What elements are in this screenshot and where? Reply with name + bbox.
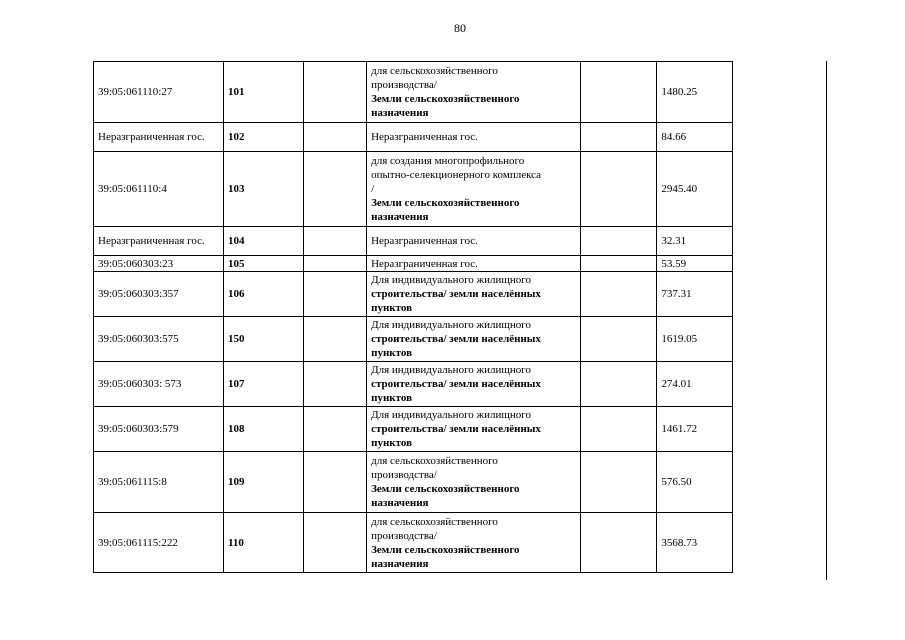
- land-category-line: пунктов: [371, 347, 413, 359]
- purpose-text-line: производства/: [371, 469, 437, 481]
- land-purpose-cell: [367, 152, 581, 227]
- cadastral-number-cell: 39:05:061115:222: [94, 513, 224, 573]
- cadastral-number-cell: 39:05:061110:4: [94, 152, 224, 227]
- cadastral-number-cell: 39:05:060303:357: [94, 272, 224, 317]
- area-cell: 53.59: [657, 256, 733, 272]
- purpose-text-line: /: [371, 183, 375, 195]
- purpose-text-line: для сельскохозяйственного: [371, 65, 498, 77]
- page-right-rule: [826, 61, 827, 580]
- area-cell: 2945.40: [657, 152, 733, 227]
- empty-cell: [580, 123, 657, 152]
- empty-cell: [303, 227, 366, 256]
- area-cell: 32.31: [657, 227, 733, 256]
- cadastral-number-cell: 39:05:060303:23: [94, 256, 224, 272]
- purpose-text-line: Для индивидуального жилищного: [371, 274, 532, 286]
- purpose-text-line: Для индивидуального жилищного: [371, 319, 532, 331]
- land-category-line: пунктов: [371, 392, 413, 404]
- land-category-line: пунктов: [371, 437, 413, 449]
- plot-number-cell: 107: [224, 362, 304, 407]
- land-purpose-cell: [367, 362, 581, 407]
- purpose-text-line: Для индивидуального жилищного: [371, 409, 532, 421]
- empty-cell: [580, 407, 657, 452]
- plot-number-cell: 109: [224, 452, 304, 513]
- empty-cell: [580, 362, 657, 407]
- empty-cell: [303, 407, 366, 452]
- table-row: [94, 152, 733, 227]
- plot-number-cell: 106: [224, 272, 304, 317]
- empty-cell: [580, 513, 657, 573]
- cadastral-number-cell: Неразграниченная гос.: [94, 227, 224, 256]
- empty-cell: [580, 62, 657, 123]
- land-category-line: строительства/ земли населённых: [371, 423, 541, 435]
- page-number: 80: [454, 21, 466, 35]
- purpose-text-line: Неразграниченная гос.: [371, 257, 478, 270]
- purpose-text-line: производства/: [371, 529, 437, 542]
- cadastral-number-cell: 39:05:060303:579: [94, 407, 224, 452]
- purpose-text-line: Для индивидуального жилищного: [371, 364, 532, 376]
- empty-cell: [303, 452, 366, 513]
- table-body: [94, 62, 733, 573]
- empty-cell: [303, 513, 366, 573]
- plot-number-cell: 108: [224, 407, 304, 452]
- land-category-line: Земли сельскохозяйственного: [371, 93, 520, 105]
- cadastral-number-cell: 39:05:060303:575: [94, 317, 224, 362]
- purpose-text-line: для сельскохозяйственного: [371, 455, 498, 467]
- empty-cell: [303, 317, 366, 362]
- table-row: [94, 362, 733, 407]
- empty-cell: [303, 272, 366, 317]
- area-cell: 3568.73: [657, 513, 733, 573]
- land-purpose-cell: [367, 513, 581, 573]
- land-category-line: назначения: [371, 497, 429, 509]
- purpose-text-line: производства/: [371, 79, 437, 91]
- empty-cell: [580, 272, 657, 317]
- area-cell: 576.50: [657, 452, 733, 513]
- table-row: [94, 227, 733, 256]
- empty-cell: [580, 256, 657, 272]
- cadastral-number-cell: 39:05:060303: 573: [94, 362, 224, 407]
- land-category-line: строительства/ земли населённых: [371, 333, 541, 345]
- land-category-line: пунктов: [371, 302, 413, 314]
- table-row: [94, 272, 733, 317]
- area-cell: 84.66: [657, 123, 733, 152]
- purpose-text-line: опытно-селекционерного комплекса: [371, 169, 542, 181]
- land-purpose-cell: [367, 256, 581, 272]
- table-row: [94, 256, 733, 272]
- area-cell: 1619.05: [657, 317, 733, 362]
- land-category-line: строительства/ земли населённых: [371, 288, 541, 300]
- land-category-line: Земли сельскохозяйственного: [371, 543, 520, 556]
- empty-cell: [580, 452, 657, 513]
- table-row: [94, 123, 733, 152]
- cadastral-number-cell: 39:05:061110:27: [94, 62, 224, 123]
- table-row: [94, 317, 733, 362]
- plot-number-cell: 105: [224, 256, 304, 272]
- land-purpose-cell: [367, 123, 581, 152]
- land-category-line: назначения: [371, 211, 429, 223]
- land-category-line: Земли сельскохозяйственного: [371, 197, 520, 209]
- plot-number-cell: 102: [224, 123, 304, 152]
- land-purpose-cell: [367, 452, 581, 513]
- land-purpose-cell: [367, 317, 581, 362]
- purpose-text-line: для сельскохозяйственного: [371, 515, 498, 528]
- purpose-text-line: Неразграниченная гос.: [371, 235, 478, 247]
- empty-cell: [303, 123, 366, 152]
- cadastral-number-cell: 39:05:061115:8: [94, 452, 224, 513]
- plot-number-cell: 150: [224, 317, 304, 362]
- land-purpose-cell: [367, 272, 581, 317]
- cadastral-number-cell: Неразграниченная гос.: [94, 123, 224, 152]
- land-category-line: назначения: [371, 107, 429, 119]
- empty-cell: [303, 152, 366, 227]
- purpose-text-line: для создания многопрофильного: [371, 155, 525, 167]
- plot-number-cell: 110: [224, 513, 304, 573]
- purpose-text-line: Неразграниченная гос.: [371, 131, 478, 143]
- plot-number-cell: 103: [224, 152, 304, 227]
- table-row: [94, 407, 733, 452]
- empty-cell: [303, 62, 366, 123]
- empty-cell: [303, 256, 366, 272]
- area-cell: 1461.72: [657, 407, 733, 452]
- land-category-line: строительства/ земли населённых: [371, 378, 541, 390]
- empty-cell: [580, 317, 657, 362]
- land-category-line: назначения: [371, 557, 429, 570]
- table-row: [94, 513, 733, 573]
- empty-cell: [303, 362, 366, 407]
- land-plots-table: [93, 61, 733, 573]
- land-purpose-cell: [367, 62, 581, 123]
- area-cell: 274.01: [657, 362, 733, 407]
- table-row: [94, 62, 733, 123]
- area-cell: 1480.25: [657, 62, 733, 123]
- land-purpose-cell: [367, 407, 581, 452]
- plot-number-cell: 104: [224, 227, 304, 256]
- land-purpose-cell: [367, 227, 581, 256]
- empty-cell: [580, 227, 657, 256]
- table-row: [94, 452, 733, 513]
- empty-cell: [580, 152, 657, 227]
- land-category-line: Земли сельскохозяйственного: [371, 483, 520, 495]
- plot-number-cell: 101: [224, 62, 304, 123]
- area-cell: 737.31: [657, 272, 733, 317]
